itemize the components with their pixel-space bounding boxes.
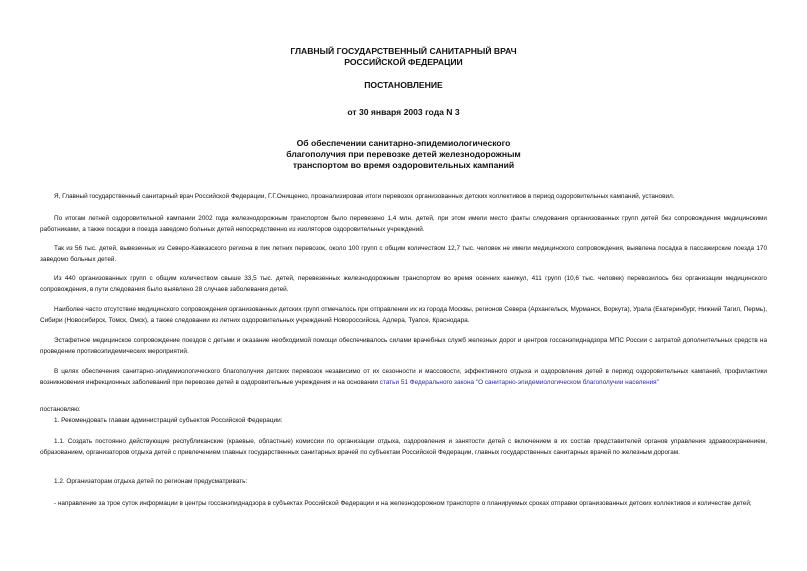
document-type: ПОСТАНОВЛЕНИЕ	[364, 80, 443, 90]
paragraph-7	[40, 367, 767, 388]
paragraph-2	[40, 214, 767, 235]
resolution-keyword: постановляю:	[40, 406, 81, 413]
paragraph-10	[40, 437, 767, 458]
paragraph-5	[40, 305, 767, 326]
paragraph-11	[40, 477, 767, 488]
paragraph-text: Эстафетное медицинское сопровождение поездов с детьми и оказание необходимой помощи обеспечивалось силами врачебных служб железных дорог и центров госсанэпиднадзора МПС России с затратой дополнительных средств на проведение противоэпидемических мероприятий.	[40, 337, 767, 355]
subject-line-1: Об обеспечении санитарно-эпидемиологического	[296, 138, 511, 148]
paragraph-text: 1.1. Создать постоянно действующие республиканские (краевые, областные) комиссии по организации отдыха, оздоровления и занятости детей с включением в их состав представителей органов управления здравоохранением, образованием, организаторов отдыха детей с привлечением главных государственных санитарных врачей по субъектам Российской Федерации, главных государственных санитарных врачей по железным дорогам.	[40, 438, 767, 456]
paragraph-text: 1.2. Организаторам отдыха детей по регионам предусматривать:	[54, 478, 248, 485]
paragraph-8	[40, 405, 767, 416]
paragraph-text: Из 440 организованных групп с общим количеством свыше 33,5 тыс. детей, перевезенных железнодорожным транспортом во время осенних каникул, 411 групп (10,6 тыс. человек) перевозилось без организации медицинского сопровождения, в пути следования было выявлено 28 случаев заболевания детей.	[40, 275, 767, 293]
paragraph-text: По итогам летней оздоровительной кампании 2002 года железнодорожным транспортом было перевезено 1,4 млн. детей, при этом имели место факты следования организованных групп детей без сопровождения медицинскими работниками, а также посадки в поезда заведомо больных детей непосредственно из изоляторов оздоровительных учреждений.	[40, 215, 767, 233]
issuer-line-1: ГЛАВНЫЙ ГОСУДАРСТВЕННЫЙ САНИТАРНЫЙ ВРАЧ	[290, 46, 517, 56]
paragraph-text	[40, 367, 767, 388]
paragraph-text: Я, Главный государственный санитарный врач Российской Федерации, Г.Г.Онищенко, проанализировав итоги перевозок организованных детских коллективов в период оздоровительных кампаний, установил.	[54, 193, 675, 200]
issuer-heading	[0, 46, 807, 68]
subject-line-3: транспортом во время оздоровительных кампаний	[292, 160, 515, 170]
paragraph-6	[40, 336, 767, 357]
document-subject	[0, 138, 807, 171]
paragraph-text: Так из 56 тыс. детей, вывезенных из Северо-Кавказского региона в пик летних перевозок, около 100 групп с общим количеством 12,7 тыс. человек не имели медицинского сопровождения, выявлена посадка в пассажирские поезда 170 заведомо больных детей.	[40, 245, 767, 263]
paragraph-text: - направление за трое суток информации в центры госсанэпиднадзора в субъектах Российской Федерации и на железнодорожном транспорте о планируемых сроках отправки организованных детских коллективов и количестве детей;	[54, 500, 752, 507]
paragraph-text: Наиболее часто отсутствие медицинского сопровождения организованных детских групп отмечалось при отправлении их из города Москвы, регионов Севера (Архангельск, Мурманск, Воркута), Урала (Екатеринбург, Нижний Тагил, Пермь), Сибири (Новосибирск, Томск, Омск), а также следовании из летних оздоровительных учреждений Новороссийска, Адлера, Туапсе, Краснодара.	[40, 306, 767, 324]
issuer-line-2: РОССИЙСКОЙ ФЕДЕРАЦИИ	[344, 57, 463, 67]
paragraph-12	[40, 499, 767, 510]
paragraph-4	[40, 274, 767, 295]
paragraph-3	[40, 244, 767, 265]
paragraph-text: 1. Рекомендовать главам администраций субъектов Российской Федерации:	[54, 417, 283, 424]
paragraph-text-part: В целях обеспечения санитарно-эпидемиологического благополучия детских перевозок независимо от их сезонности и массовости, эффективного отдыха и оздоровления детей в период оздоровительных кампаний, профилактики возникновения инфекционных заболеваний при перевозке детей в оздоровительные учреждения и на основании	[40, 368, 767, 386]
paragraph-9	[40, 416, 767, 427]
document-date-number: от 30 января 2003 года N 3	[347, 107, 460, 117]
paragraph-1	[40, 192, 767, 203]
subject-line-2: благополучия при перевозке детей железнодорожным	[286, 149, 521, 159]
federal-law-article-51-link[interactable]: статьи 51 Федерального закона "О санитарно-эпидемиологическом благополучии населения"	[379, 378, 659, 386]
